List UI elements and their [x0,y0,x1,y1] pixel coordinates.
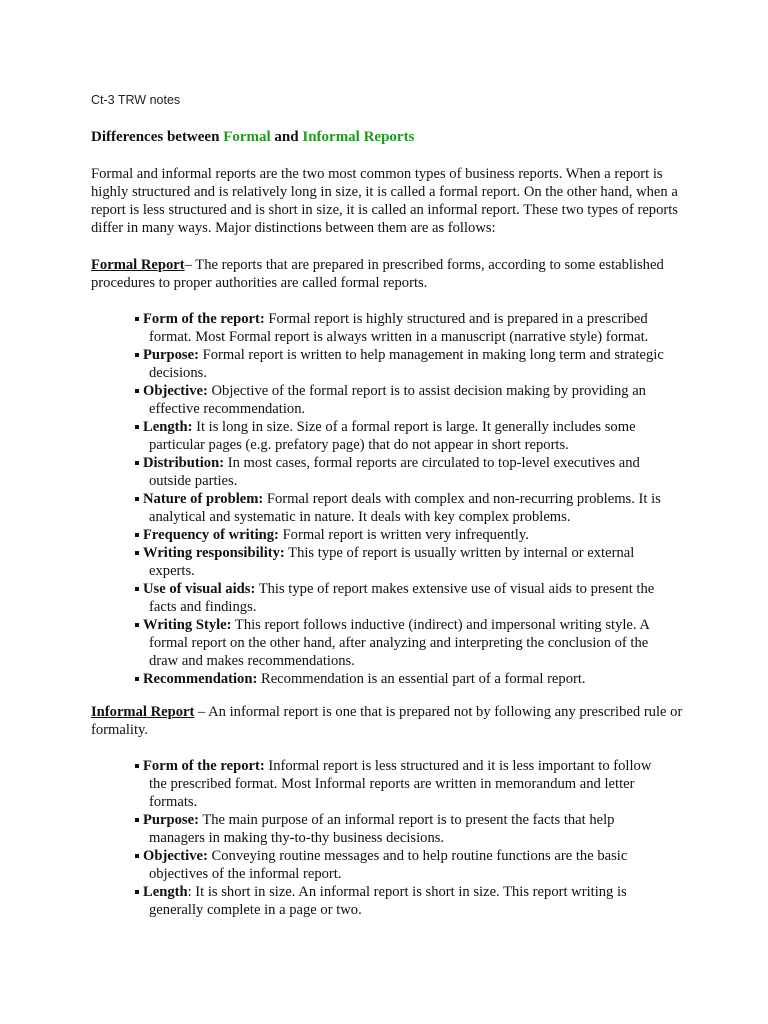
square-bullet-icon [135,497,139,501]
item-text: Formal report deals with complex and non-recurring problems. It is analytical and systematic in nature. It deals with key complex problems. [149,491,661,525]
square-bullet-icon [135,623,139,627]
list-item [0,526,671,544]
item-term: Purpose: [143,812,199,828]
item-term: Nature of problem: [143,491,264,507]
item-text: In most cases, formal reports are circulated to top-level executives and outside parties. [149,455,640,489]
item-text: This report follows inductive (indirect) and impersonal writing style. A formal report on the other hand, after analyzing and interpreting the conclusion of the draw and makes recommendations. [149,617,650,669]
item-term: Writing responsibility: [143,545,285,561]
item-text: Formal report is highly structured and is prepared in a prescribed format. Most Formal report is always written in a manuscript (narrative style) format. [149,311,649,345]
item-text: Formal report is written to help management in making long term and strategic decisions. [149,347,664,381]
square-bullet-icon [135,587,139,591]
list-item [0,847,671,883]
formal-characteristics-list [0,310,671,688]
item-term: Objective: [143,848,208,864]
list-item [0,544,671,580]
list-item [0,616,671,670]
item-term: Distribution: [143,455,225,471]
square-bullet-icon [135,461,139,465]
list-item [0,418,671,454]
item-text: Recommendation is an essential part of a formal report. [257,671,586,687]
list-item [0,382,671,418]
title-formal: Formal [223,129,271,145]
item-term: Form of the report: [143,758,265,774]
square-bullet-icon [135,425,139,429]
square-bullet-icon [135,389,139,393]
item-text: This type of report is usually written by internal or external experts. [149,545,635,579]
informal-definition-text: – An informal report is one that is prepared not by following any prescribed rule or formality. [91,704,683,738]
item-text: The main purpose of an informal report is to present the facts that help managers in making thy-to-thy business decisions. [149,812,615,846]
title-informal: Informal Reports [302,129,415,145]
square-bullet-icon [135,677,139,681]
list-item [0,883,671,919]
square-bullet-icon [135,353,139,357]
informal-characteristics-list [0,757,671,919]
item-term: Frequency of writing: [143,527,279,543]
square-bullet-icon [135,533,139,537]
square-bullet-icon [135,890,139,894]
item-text: Objective of the formal report is to assist decision making by providing an effective recommendation. [149,383,646,417]
title-prefix: Differences between [91,129,224,145]
square-bullet-icon [135,317,139,321]
item-text: It is long in size. Size of a formal report is large. It generally includes some particular pages (e.g. prefatory page) that do not appear in short reports. [149,419,636,453]
item-text: This type of report makes extensive use of visual aids to present the facts and findings. [149,581,655,615]
intro-paragraph: Formal and informal reports are the two most common types of business reports. When a report is highly structured and is relatively long in size, it is called a formal report. On the other hand, when a report is less structured and is short in size, it is called an informal report. These two types of reports differ in many ways. Major distinctions between them are as follows: [91,166,678,236]
list-item [0,670,671,688]
item-term: Length: [143,419,193,435]
item-text: Conveying routine messages and to help routine functions are the basic objectives of the informal report. [149,848,628,882]
list-item [0,490,671,526]
square-bullet-icon [135,764,139,768]
list-item [0,346,671,382]
title-connector: and [270,129,303,145]
item-term: Form of the report: [143,311,265,327]
list-item [0,757,671,811]
informal-report-heading: Informal Report [91,704,195,720]
item-term: Recommendation: [143,671,258,687]
list-item [0,811,671,847]
formal-report-heading: Formal Report [91,257,185,273]
informal-definition-paragraph [91,703,691,739]
item-term: Use of visual aids: [143,581,256,597]
list-item [0,454,671,490]
square-bullet-icon [135,818,139,822]
item-text: Formal report is written very infrequently. [278,527,529,543]
list-item [0,580,671,616]
header-note: Ct-3 TRW notes [91,93,181,107]
document-title [91,129,414,146]
square-bullet-icon [135,854,139,858]
item-text: : It is short in size. An informal report is short in size. This report writing is generally complete in a page or two. [149,884,627,918]
item-term: Writing Style: [143,617,232,633]
list-item [0,310,671,346]
item-term: Objective: [143,383,208,399]
formal-definition-text: – The reports that are prepared in prescribed forms, according to some established procedures to proper authorities are called formal reports. [91,257,664,291]
item-term: Length [143,884,188,900]
formal-definition-paragraph [91,256,691,292]
square-bullet-icon [135,551,139,555]
item-text: Informal report is less structured and it is less important to follow the prescribed format. Most Informal reports are written in memorandum and letter formats. [149,758,652,810]
item-term: Purpose: [143,347,199,363]
